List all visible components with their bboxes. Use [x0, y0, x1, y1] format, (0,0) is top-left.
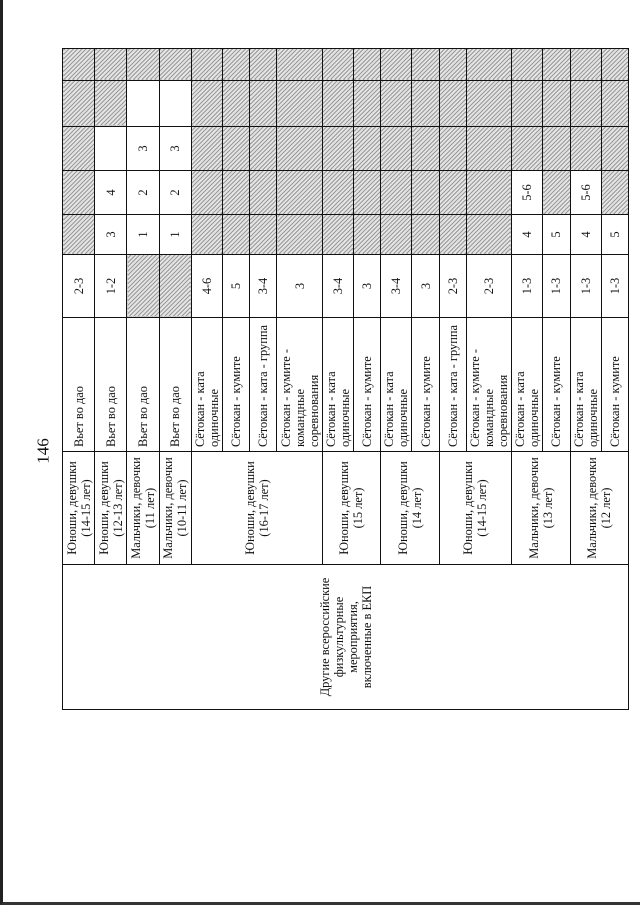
event-category-cell: Другие всероссийские физкультурные мероприятия, включенные в ЕКП	[63, 565, 629, 710]
rank-cell-1: 1	[127, 215, 159, 255]
rank-cell-1: 4	[512, 215, 543, 255]
rank-cell-1	[412, 215, 439, 255]
discipline-cell: Сётокан - кумите	[412, 318, 439, 452]
rank-cell-4	[439, 81, 466, 127]
rank-cell-1: 5	[601, 215, 628, 255]
rank-cell-2	[412, 171, 439, 215]
rank-cell-4	[63, 81, 95, 127]
rank-cell-5	[127, 49, 159, 81]
places-cell: 3-4	[322, 255, 353, 318]
discipline-cell: Сётокан - ката - группа	[439, 318, 466, 452]
rank-cell-2: 4	[95, 171, 127, 215]
places-cell: 1-3	[543, 255, 570, 318]
age-group-cell: Мальчики, девочки (11 лет)	[127, 452, 159, 565]
age-group-cell: Мальчики, девочки (10-11 лет)	[159, 452, 191, 565]
norms-table	[62, 48, 629, 710]
rank-cell-3	[512, 127, 543, 171]
age-group-cell: Юноши, девушки (15 лет)	[322, 452, 380, 565]
page-number: 146	[33, 438, 53, 464]
rank-cell-1	[354, 215, 381, 255]
age-group-cell: Мальчики, девочки (13 лет)	[512, 452, 570, 565]
age-group-cell: Юноши, девушки (14-15 лет)	[439, 452, 512, 565]
rank-cell-4	[322, 81, 353, 127]
rank-cell-1	[381, 215, 412, 255]
rank-cell-4	[277, 81, 322, 127]
rank-cell-2: 2	[159, 171, 191, 215]
rank-cell-1: 5	[543, 215, 570, 255]
discipline-cell: Вьет во дао	[95, 318, 127, 452]
discipline-cell: Сётокан - ката одиночные	[570, 318, 601, 452]
places-cell: 3-4	[381, 255, 412, 318]
discipline-cell: Сётокан - ката одиночные	[381, 318, 412, 452]
rank-cell-1	[223, 215, 250, 255]
places-cell: 4-6	[191, 255, 222, 318]
rank-cell-1	[250, 215, 277, 255]
places-cell: 2-3	[63, 255, 95, 318]
places-cell: 2-3	[466, 255, 511, 318]
rank-cell-4	[223, 81, 250, 127]
rank-cell-5	[570, 49, 601, 81]
rank-cell-1	[277, 215, 322, 255]
rank-cell-3	[277, 127, 322, 171]
table-row	[63, 49, 95, 710]
rank-cell-2	[322, 171, 353, 215]
rank-cell-5	[277, 49, 322, 81]
age-group-cell: Юноши, девушки (14 лет)	[381, 452, 439, 565]
discipline-cell: Вьет во дао	[63, 318, 95, 452]
rank-cell-5	[223, 49, 250, 81]
rank-cell-3: 3	[159, 127, 191, 171]
places-cell	[159, 255, 191, 318]
rank-cell-3	[412, 127, 439, 171]
places-cell: 5	[223, 255, 250, 318]
rank-cell-2	[354, 171, 381, 215]
rank-cell-4	[191, 81, 222, 127]
rank-cell-1	[466, 215, 511, 255]
discipline-cell: Вьет во дао	[159, 318, 191, 452]
rank-cell-1: 4	[570, 215, 601, 255]
discipline-cell: Вьет во дао	[127, 318, 159, 452]
rank-cell-2: 2	[127, 171, 159, 215]
rank-cell-3: 3	[127, 127, 159, 171]
rank-cell-5	[512, 49, 543, 81]
places-cell: 1-3	[512, 255, 543, 318]
rank-cell-3	[543, 127, 570, 171]
places-cell: 3	[277, 255, 322, 318]
discipline-cell: Сётокан - кумите	[223, 318, 250, 452]
rank-cell-1	[439, 215, 466, 255]
norms-table-container	[62, 50, 629, 710]
rank-cell-2	[191, 171, 222, 215]
rank-cell-2	[381, 171, 412, 215]
rank-cell-3	[381, 127, 412, 171]
places-cell: 2-3	[439, 255, 466, 318]
rank-cell-4	[381, 81, 412, 127]
rank-cell-5	[250, 49, 277, 81]
discipline-cell: Сётокан - кумите	[354, 318, 381, 452]
rank-cell-3	[95, 127, 127, 171]
rank-cell-2	[466, 171, 511, 215]
discipline-cell: Сётокан - ката одиночные	[322, 318, 353, 452]
rank-cell-5	[439, 49, 466, 81]
places-cell: 3	[354, 255, 381, 318]
rank-cell-4	[127, 81, 159, 127]
rank-cell-3	[63, 127, 95, 171]
rank-cell-3	[250, 127, 277, 171]
rank-cell-2	[250, 171, 277, 215]
rank-cell-2	[277, 171, 322, 215]
rank-cell-1	[191, 215, 222, 255]
rank-cell-5	[159, 49, 191, 81]
rank-cell-3	[466, 127, 511, 171]
rank-cell-5	[95, 49, 127, 81]
places-cell: 3-4	[250, 255, 277, 318]
places-cell: 3	[412, 255, 439, 318]
rank-cell-4	[354, 81, 381, 127]
age-group-cell: Юноши, девушки (16-17 лет)	[191, 452, 322, 565]
age-group-cell: Юноши, девушки (14-15 лет)	[63, 452, 95, 565]
rank-cell-3	[354, 127, 381, 171]
rank-cell-3	[439, 127, 466, 171]
discipline-cell: Сётокан - ката одиночные	[191, 318, 222, 452]
rank-cell-4	[512, 81, 543, 127]
age-group-cell: Мальчики, девочки (12 лет)	[570, 452, 629, 565]
rank-cell-1: 1	[159, 215, 191, 255]
rank-cell-5	[191, 49, 222, 81]
discipline-cell: Сётокан - ката - группа	[250, 318, 277, 452]
rank-cell-4	[570, 81, 601, 127]
places-cell	[127, 255, 159, 318]
table-body	[63, 49, 629, 710]
places-cell: 1-3	[601, 255, 628, 318]
rank-cell-2	[601, 171, 628, 215]
rank-cell-4	[159, 81, 191, 127]
rank-cell-3	[191, 127, 222, 171]
rank-cell-3	[601, 127, 628, 171]
places-cell: 1-3	[570, 255, 601, 318]
rank-cell-4	[466, 81, 511, 127]
rank-cell-1	[63, 215, 95, 255]
rank-cell-5	[63, 49, 95, 81]
rank-cell-5	[322, 49, 353, 81]
rank-cell-2	[63, 171, 95, 215]
discipline-cell: Сётокан - кумите - командные соревнования	[466, 318, 511, 452]
rank-cell-3	[223, 127, 250, 171]
rank-cell-5	[543, 49, 570, 81]
discipline-cell: Сётокан - кумите	[543, 318, 570, 452]
rank-cell-2: 5-6	[570, 171, 601, 215]
rank-cell-5	[601, 49, 628, 81]
places-cell: 1-2	[95, 255, 127, 318]
rank-cell-5	[466, 49, 511, 81]
discipline-cell: Сётокан - ката одиночные	[512, 318, 543, 452]
rank-cell-4	[543, 81, 570, 127]
rank-cell-4	[412, 81, 439, 127]
rank-cell-4	[601, 81, 628, 127]
discipline-cell: Сётокан - кумите - командные соревнования	[277, 318, 322, 452]
rank-cell-3	[322, 127, 353, 171]
rank-cell-5	[354, 49, 381, 81]
rank-cell-2: 5-6	[512, 171, 543, 215]
rank-cell-5	[412, 49, 439, 81]
rank-cell-5	[381, 49, 412, 81]
rank-cell-2	[543, 171, 570, 215]
age-group-cell: Юноши, девушки (12-13 лет)	[95, 452, 127, 565]
rank-cell-1	[322, 215, 353, 255]
rank-cell-4	[250, 81, 277, 127]
rank-cell-4	[95, 81, 127, 127]
rank-cell-3	[570, 127, 601, 171]
rank-cell-2	[223, 171, 250, 215]
rank-cell-2	[439, 171, 466, 215]
discipline-cell: Сётокан - кумите	[601, 318, 628, 452]
rank-cell-1: 3	[95, 215, 127, 255]
